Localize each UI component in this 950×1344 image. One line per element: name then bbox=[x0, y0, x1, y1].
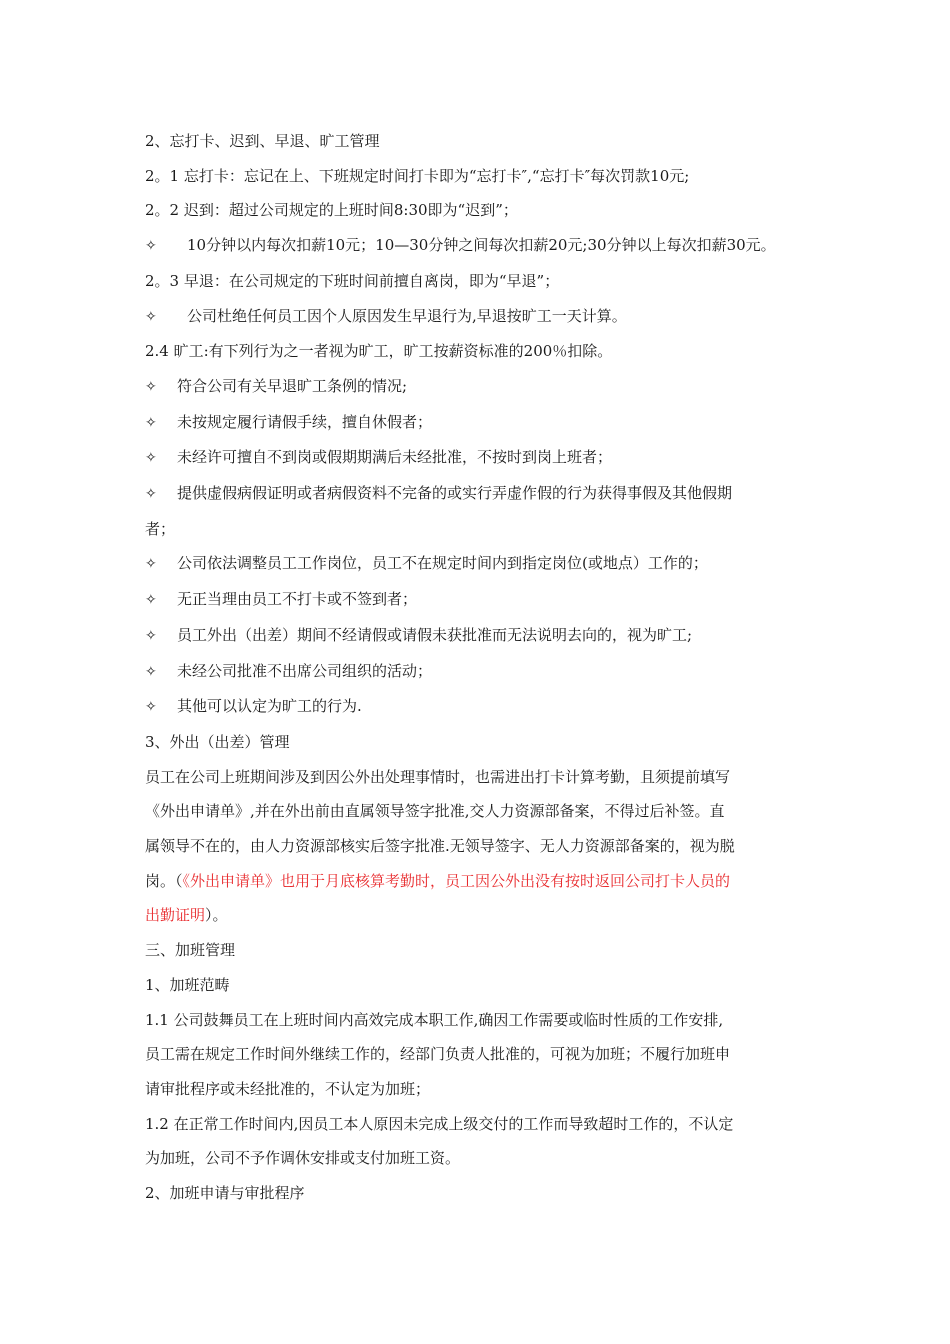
mixed-text-line bbox=[145, 864, 815, 899]
text-line: 1、加班范畴 bbox=[145, 975, 230, 994]
bullet-item bbox=[145, 654, 815, 690]
bullet-text: 未经公司批准不出席公司组织的活动； bbox=[177, 661, 433, 680]
text-line: 者； bbox=[145, 519, 176, 538]
text-segment: ）。 bbox=[205, 906, 228, 925]
text-line: 员工需在规定工作时间外继续工作的，经部门负责人批准的，可视为加班；不履行加班申 bbox=[145, 1045, 731, 1064]
bullet-star-icon: ✧ bbox=[145, 238, 157, 255]
text-line: 2。3 早退：在公司规定的下班时间前擅自离岗，即为“早退”； bbox=[145, 271, 560, 290]
text-line: 2。1 忘打卡：忘记在上、下班规定时间打卡即为“忘打卡″,“忘打卡″每次罚款10元; bbox=[145, 166, 690, 185]
bullet-item bbox=[145, 689, 815, 725]
bullet-item bbox=[145, 618, 815, 654]
bullet-item bbox=[145, 228, 815, 264]
bullet-text: 公司杜绝任何员工因个人原因发生早退行为,早退按旷工一天计算。 bbox=[187, 306, 627, 325]
text-line: 三、加班管理 bbox=[145, 941, 236, 960]
bullet-star-icon: ✧ bbox=[145, 308, 157, 325]
text-line: 2、忘打卡、迟到、早退、旷工管理 bbox=[145, 132, 380, 150]
mixed-text-line bbox=[145, 898, 815, 933]
bullet-star-icon: ✧ bbox=[145, 627, 157, 644]
bullet-item bbox=[145, 582, 815, 618]
bullet-text: 符合公司有关早退旷工条例的情况; bbox=[177, 376, 408, 395]
bullet-text: 提供虚假病假证明或者病假资料不完备的或实行弄虚作假的行为获得事假及其他假期 bbox=[177, 484, 733, 503]
text-line: 1.2 在正常工作时间内,因员工本人原因未完成上级交付的工作而导致超时工作的，不认定 bbox=[145, 1114, 734, 1133]
bullet-star-icon: ✧ bbox=[145, 378, 157, 395]
bullet-star-icon: ✧ bbox=[145, 414, 157, 431]
text-line: 1.1 公司鼓舞员工在上班时间内高效完成本职工作,确因工作需要或临时性质的工作安排, bbox=[145, 1010, 724, 1029]
bullet-text: 无正当理由员工不打卡或不签到者； bbox=[177, 590, 418, 609]
bullet-star-icon: ✧ bbox=[145, 486, 157, 503]
bullet-text: 公司依法调整员工工作岗位，员工不在规定时间内到指定岗位(或地点）工作的； bbox=[177, 554, 708, 573]
text-line: 属领导不在的，由人力资源部核实后签字批准.无领导签字、无人力资源部备案的，视为脱 bbox=[145, 837, 735, 856]
bullet-item bbox=[145, 440, 815, 476]
bullet-text: 未经许可擅自不到岗或假期期满后未经批准，不按时到岗上班者； bbox=[177, 448, 613, 467]
bullet-item bbox=[145, 405, 815, 441]
text-line: 2.4 旷工:有下列行为之一者视为旷工，旷工按薪资标准的200％扣除。 bbox=[145, 342, 613, 361]
bullet-text: 未按规定履行请假手续，擅自休假者； bbox=[177, 412, 433, 431]
text-segment: 岗。（ bbox=[145, 871, 183, 890]
bullet-star-icon: ✧ bbox=[145, 663, 157, 680]
document-body bbox=[145, 124, 815, 1211]
text-line: 为加班，公司不予作调休安排或支付加班工资。 bbox=[145, 1149, 461, 1168]
text-line: 请审批程序或未经批准的，不认定为加班； bbox=[145, 1079, 431, 1098]
bullet-item bbox=[145, 476, 815, 512]
bullet-text: 员工外出（出差）期间不经请假或请假未获批准而无法说明去向的，视为旷工; bbox=[177, 625, 693, 644]
text-line: 《外出申请单》,并在外出前由直属领导签字批准,交人力资源部备案，不得过后补签。直 bbox=[145, 802, 725, 821]
highlighted-note: 《外出申请单》也用于月底核算考勤时，员工因公外出没有按时返回公司打卡人员的 bbox=[182, 871, 731, 890]
highlighted-note: 出勤证明 bbox=[145, 906, 206, 925]
text-line: 2、加班申请与审批程序 bbox=[145, 1184, 305, 1203]
bullet-star-icon: ✧ bbox=[145, 592, 157, 609]
text-line: 3、外出（出差）管理 bbox=[145, 732, 290, 751]
bullet-text: 10分钟以内每次扣薪10元；10—30分钟之间每次扣薪20元;30分钟以上每次扣薪30元。 bbox=[187, 236, 776, 255]
bullet-star-icon: ✧ bbox=[145, 450, 157, 467]
bullet-item bbox=[145, 369, 815, 405]
bullet-star-icon: ✧ bbox=[145, 699, 157, 716]
bullet-text: 其他可以认定为旷工的行为. bbox=[177, 697, 362, 716]
bullet-star-icon: ✧ bbox=[145, 556, 157, 573]
text-line: 员工在公司上班期间涉及到因公外出处理事情时，也需进出打卡计算考勤，且须提前填写 bbox=[145, 767, 731, 786]
bullet-item bbox=[145, 299, 815, 335]
text-line: 2。2 迟到：超过公司规定的上班时间8:30即为“迟到”； bbox=[145, 201, 518, 220]
bullet-item bbox=[145, 546, 815, 582]
